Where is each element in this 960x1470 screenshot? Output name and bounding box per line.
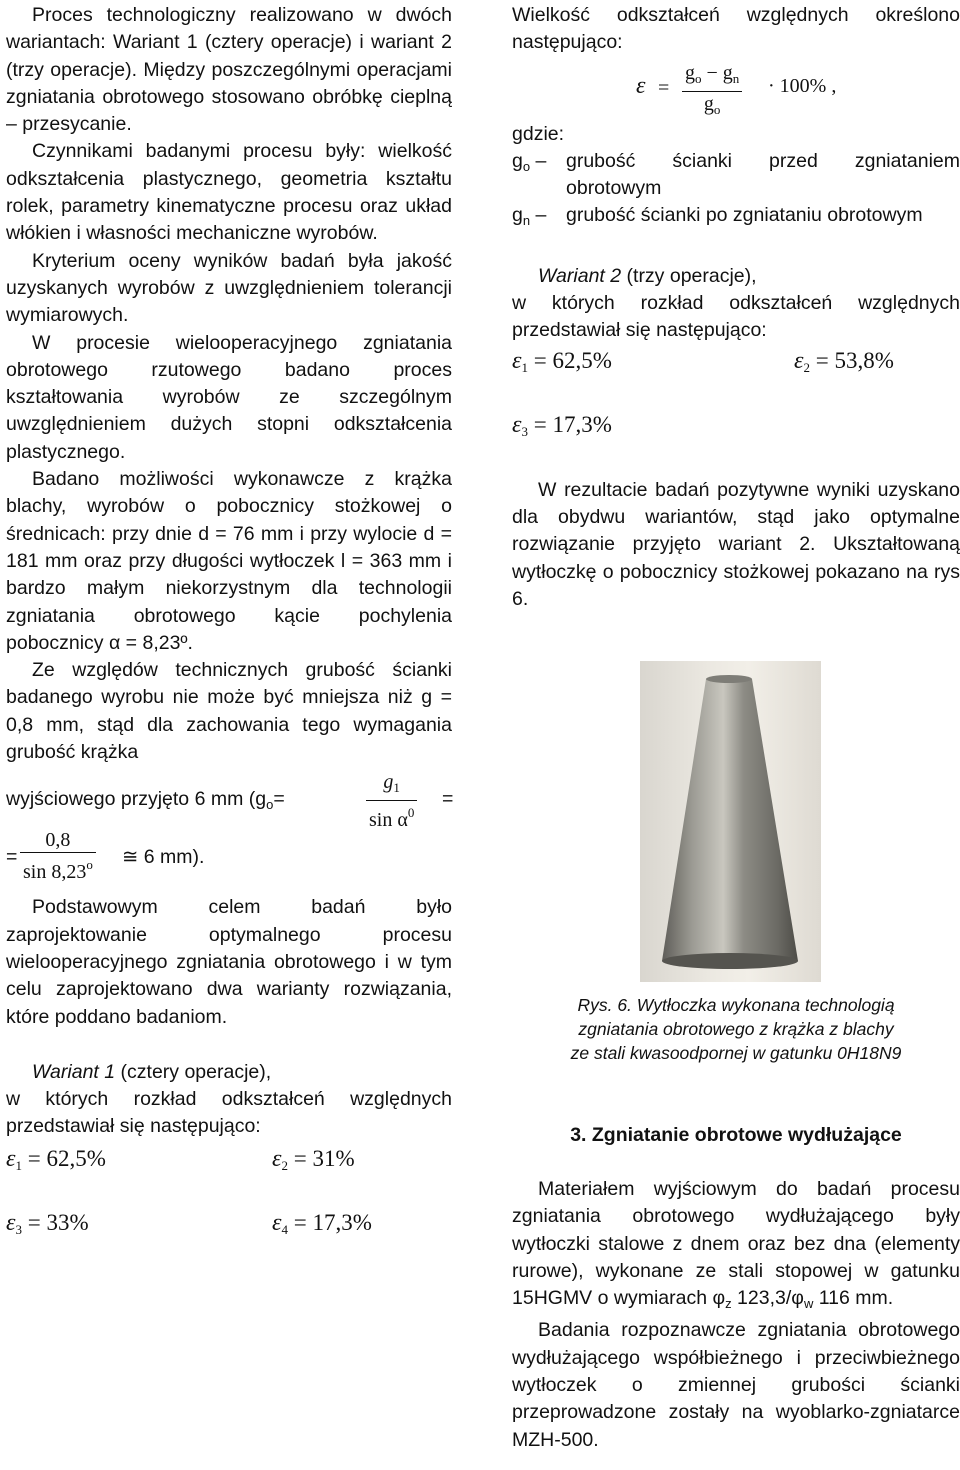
right-column	[512, 2, 960, 613]
paragraph-material: Materiałem wyjściowym do badań procesu zgniatania obrotowego wydłużającego były wytłoczki stalowe z dnem oraz bez dna (elementy rurowe), wykonane ze stali stopowej w gatunku 15HGMV o wymiarach $\varphi_z$ $123,3/\varphi_w$ 116 mm.	[512, 1178, 960, 1312]
variant2-heading: Wariant 2 (trzy operacje),	[538, 264, 757, 287]
fraction-08-sin-823: $\frac{0,8}{\sin 8,23^o}$	[20, 828, 96, 884]
eq-eps4: $\varepsilon_4 = 17,3\%$	[272, 1209, 372, 1237]
variant1-equations-row1	[6, 1145, 452, 1185]
definition-g0: $g_o$ – grubość ścianki przed zgniataniem obrotowym	[512, 149, 960, 200]
eq2-eps3: $\varepsilon_3 = 17,3\%$	[512, 411, 612, 439]
figure-caption: Rys. 6. Wytłoczka wykonana technologią zgniatania obrotowego z krążka z blachy ze stali kwasoodpornej w gatunku 0H18N9	[570, 995, 902, 1063]
eq-eps3: $\varepsilon_3 = 33\%$	[6, 1209, 89, 1237]
strain-definition-intro: Wielkość odkształceń względnych określono następująco:	[512, 4, 960, 54]
paragraph-variants: Proces technologiczny realizowano w dwóch wariantach: Wariant 1 (cztery operacje) i wariant 2 (trzy operacje). Między poszczególnymi operacjami zgniatania obrotowego stosowano obróbkę cieplną – przesycanie.	[6, 4, 452, 136]
fraction-g1-sin-alpha: $\frac{g_1}{\sin \alpha^0}$	[366, 770, 417, 832]
strain-formula: ε = $\frac{g_o - g_n}{g_o}$ · 100% ,	[636, 61, 837, 117]
definition-gn: $g_n$ – grubość ścianki po zgniataniu obrotowym	[512, 204, 923, 229]
variant1-description: w których rozkład odkształceń względnych przedstawiał się następująco:	[6, 1088, 452, 1138]
variant2-equations-row1	[512, 347, 960, 387]
left-column	[6, 2, 452, 1249]
variant1-equations-row2	[6, 1209, 452, 1249]
paragraph-capabilities: Badano możliwości wykonawcze z krążka blachy, wyrobów o pobocznicy stożkowej o średnicach: przy dnie d = 76 mm i przy wylocie d = 181 mm oraz przy długości wytłoczek l = 363 mm i bardzo małym niekorzystnym dla technologii zgniatania obrotowego kącie pochylenia pobocznicy α = 8,23º.	[6, 468, 452, 654]
variant1-heading: Wariant 1 (cztery operacje),	[32, 1060, 272, 1083]
where-label: gdzie:	[512, 122, 565, 145]
paragraph-factors: Czynnikami badanymi procesu były: wielkość odkształcenia plastycznego, geometria kształtu rolek, parametry kinematyczne procesu oraz układ włókien i własności mechaniczne wyrobów.	[6, 140, 452, 245]
paragraph-process: W procesie wielooperacyjnego zgniatania obrotowego rzutowego badano proces kształtowania wyrobów ze szczególnym uwzględnieniem dużych stopni odkształcenia plastycznego.	[6, 331, 452, 463]
thickness-result-line: = $\frac{0,8}{\sin 8,23^o}$ ≅ 6 mm).	[6, 829, 205, 884]
eq2-eps2: $\varepsilon_2 = 53,8\%$	[794, 347, 894, 375]
variant2-description: w których rozkład odkształceń względnych przedstawiał się następująco:	[512, 292, 960, 342]
paragraph-result: W rezultacie badań pozytywne wyniki uzyskano dla obydwu wariantów, stąd jako optymalne rozwiązanie przyjęto wariant 2. Ukształtowaną wytłoczkę o pobocznicy stożkowej pokazano na rys 6.	[512, 478, 960, 610]
eq2-eps1: $\varepsilon_1 = 62,5\%$	[512, 347, 612, 375]
section-title: 3. Zgniatanie obrotowe wydłużające	[570, 1124, 902, 1146]
paragraph-criterion: Kryterium oceny wyników badań była jakość uzyskanych wyrobów z uwzględnieniem tolerancji wymiarowych.	[6, 249, 452, 327]
thickness-formula-line: wyjściowego przyjęto 6 mm ($g_o=$ $\frac{g_1}{\sin \alpha^0}$ =	[6, 771, 454, 832]
eq-eps1: $\varepsilon_1 = 62,5\%$	[6, 1145, 106, 1173]
paragraph-goal: Podstawowym celem badań było zaprojektowanie optymalnego procesu wielooperacyjnego zgniatania obrotowego i w tym celu zaprojektowano dwa warianty rozwiązania, które poddano badaniom.	[6, 896, 452, 1028]
right-column-lower	[512, 1176, 960, 1454]
conical-drawpiece-photo	[640, 661, 821, 982]
paragraph-thickness: Ze względów technicznych grubość ścianki badanego wyrobu nie może być mniejsza niż g = 0,8 mm, stąd dla zachowania tego wymagania grubość krążka	[6, 659, 452, 764]
cone-shape	[640, 661, 821, 982]
eq-eps2: $\varepsilon_2 = 31\%$	[272, 1145, 355, 1173]
paragraph-recognition: Badania rozpoznawcze zgniatania obrotowego wydłużającego współbieżnego i przeciwbieżnego wytłoczek o zmiennej grubości ścianki przeprowadzone zostały na wyoblarko-zgniatarce MZH-500.	[512, 1319, 960, 1451]
variant2-equations-row2	[512, 411, 960, 451]
